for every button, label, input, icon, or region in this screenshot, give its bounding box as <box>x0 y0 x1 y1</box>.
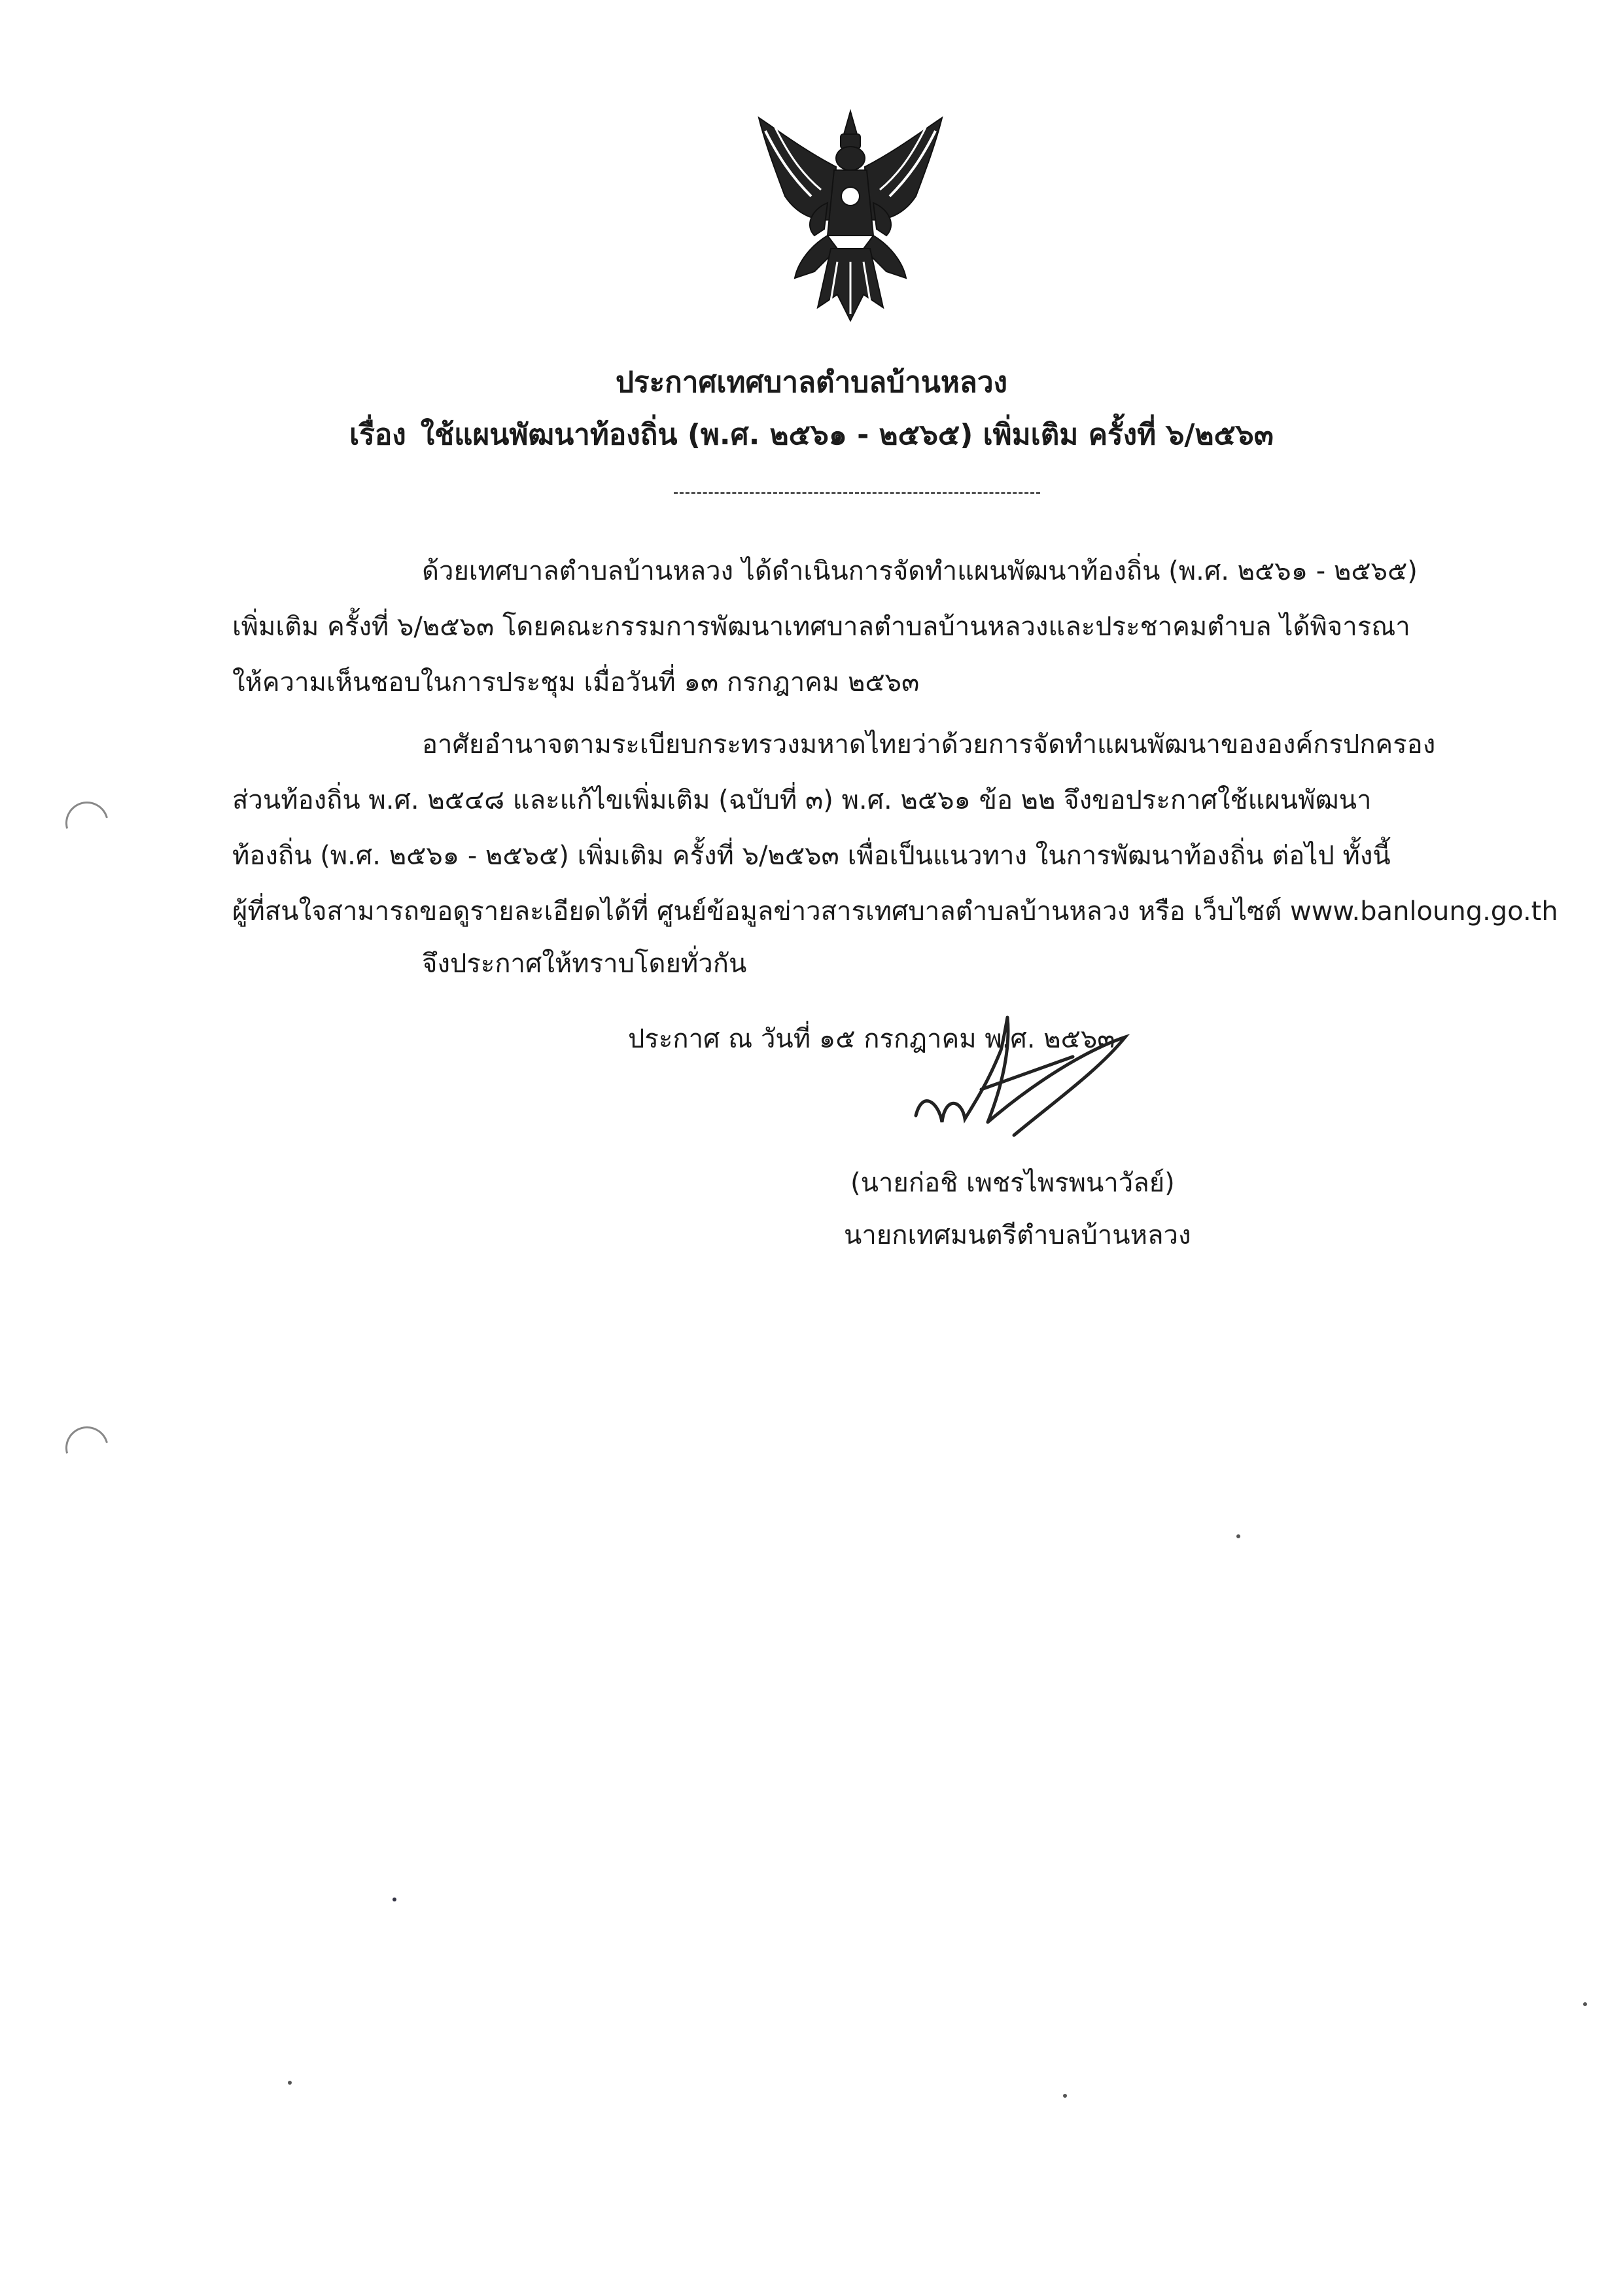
paragraph-1-line-1: ด้วยเทศบาลตำบลบ้านหลวง ได้ดำเนินการจัดทำแผนพัฒนาท้องถิ่น (พ.ศ. ๒๕๖๑ - ๒๕๖๕) <box>422 556 1418 586</box>
scan-speck <box>1583 2002 1587 2006</box>
paragraph-2-line-2: ส่วนท้องถิ่น พ.ศ. ๒๕๔๘ และแก้ไขเพิ่มเติม (ฉบับที่ ๓) พ.ศ. ๒๕๖๑ ข้อ ๒๒ จึงขอประกาศใช้แผนพัฒนา <box>232 785 1372 815</box>
announcement-title: ประกาศเทศบาลตำบลบ้านหลวง <box>615 366 1008 399</box>
handwritten-signature <box>903 1011 1138 1161</box>
scan-speck <box>1063 2094 1067 2098</box>
scan-speck <box>1236 1534 1240 1538</box>
paragraph-1-line-2: เพิ่มเติม ครั้งที่ ๖/๒๕๖๓ โดยคณะกรรมการพัฒนาเทศบาลตำบลบ้านหลวงและประชาคมตำบล ได้พิจารณา <box>232 612 1410 642</box>
signer-position: นายกเทศมนตรีตำบลบ้านหลวง <box>844 1220 1191 1250</box>
garuda-emblem-icon <box>739 105 962 327</box>
announcement-date: ประกาศ ณ วันที่ ๑๕ กรกฎาคม พ.ศ. ๒๕๖๓ <box>628 1024 1115 1054</box>
paragraph-2-line-4: ผู้ที่สนใจสามารถขอดูรายละเอียดได้ที่ ศูนย์ข้อมูลข่าวสารเทศบาลตำบลบ้านหลวง หรือ เว็บไซต์ www.banloung.go.th <box>232 896 1558 927</box>
scan-speck <box>393 1898 396 1901</box>
subject-label: เรื่อง <box>349 418 406 451</box>
closing-statement: จึงประกาศให้ทราบโดยทั่วกัน <box>422 949 747 979</box>
scan-speck <box>288 2081 292 2085</box>
paragraph-2-line-1: อาศัยอำนาจตามระเบียบกระทรวงมหาดไทยว่าด้วยการจัดทำแผนพัฒนาขององค์กรปกครอง <box>422 730 1436 760</box>
subject-text: ใช้แผนพัฒนาท้องถิ่น (พ.ศ. ๒๕๖๑ - ๒๕๖๕) เพิ่มเติม ครั้งที่ ๖/๒๕๖๓ <box>420 418 1274 451</box>
paragraph-1-line-3: ให้ความเห็นชอบในการประชุม เมื่อวันที่ ๑๓ กรกฎาคม ๒๕๖๓ <box>232 667 920 698</box>
punch-hole-mark <box>58 1419 116 1477</box>
paragraph-2-line-3: ท้องถิ่น (พ.ศ. ๒๕๖๑ - ๒๕๖๕) เพิ่มเติม ครั้งที่ ๖/๒๕๖๓ เพื่อเป็นแนวทาง ในการพัฒนาท้องถิ่น ต่อไป ทั้งนี้ <box>232 841 1391 871</box>
announcement-header <box>0 357 1623 461</box>
punch-hole-mark <box>58 794 116 853</box>
announcement-subject <box>0 409 1623 461</box>
signer-name: (นายก่อชิ เพชรไพรพนาวัลย์) <box>850 1168 1175 1198</box>
title-divider <box>674 492 1040 494</box>
